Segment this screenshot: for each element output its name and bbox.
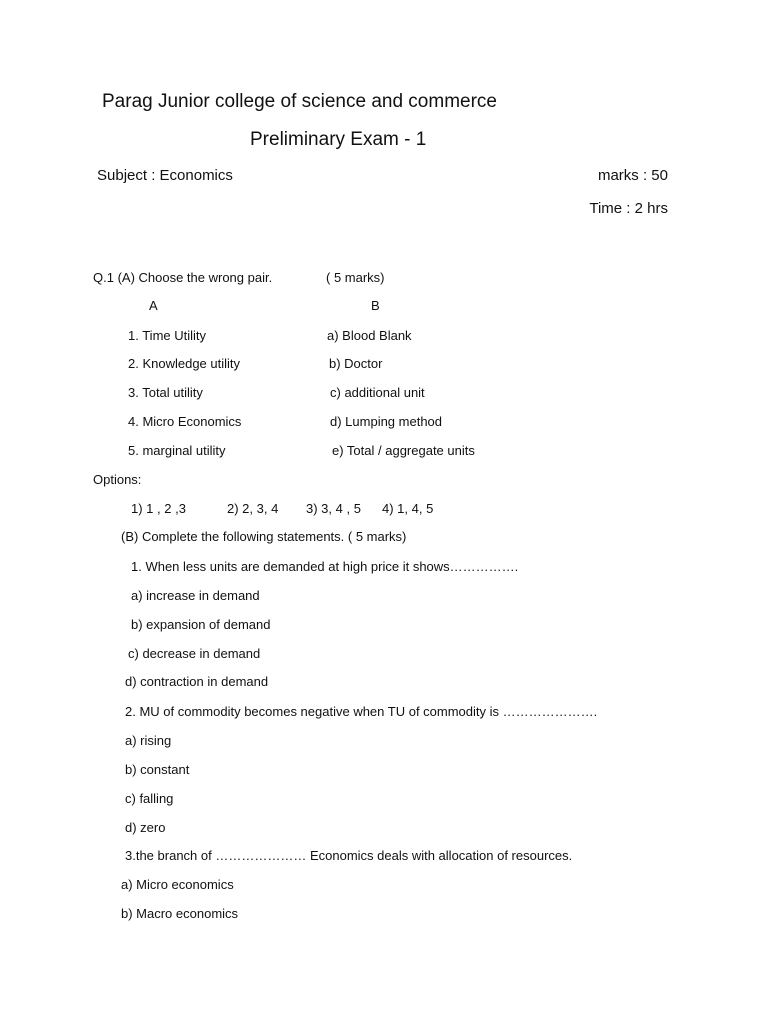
marks-label: marks : 50 [597, 167, 668, 184]
pair-right: a) Blood Blank [327, 328, 412, 343]
options-label: Options: [93, 472, 142, 487]
statement-choice: a) increase in demand [131, 588, 260, 603]
statement-choice: c) falling [125, 791, 174, 806]
pair-left: 2. Knowledge utility [128, 356, 241, 371]
pair-right: d) Lumping method [330, 414, 443, 429]
statement: 1. When less units are demanded at high price it shows……………. [131, 559, 519, 574]
column-a-header: A [149, 298, 158, 313]
pair-left: 1. Time Utility [128, 328, 207, 343]
subject-label: Subject : Economics [97, 167, 233, 184]
statement: 2. MU of commodity becomes negative when TU of commodity is …………………. [125, 704, 598, 719]
column-b-header: B [371, 298, 380, 313]
statement-choice: a) rising [125, 733, 172, 748]
statement-choice: d) contraction in demand [125, 674, 269, 689]
statement-choice: c) decrease in demand [128, 646, 261, 661]
statement-choice: b) Macro economics [121, 906, 239, 921]
option-item: 4) 1, 4, 5 [382, 501, 434, 516]
exam-title: Preliminary Exam - 1 [250, 129, 427, 150]
option-item: 3) 3, 4 , 5 [306, 501, 361, 516]
pair-left: 4. Micro Economics [128, 414, 242, 429]
pair-left: 5. marginal utility [128, 443, 226, 458]
q1b-heading: (B) Complete the following statements. ( 5 marks) [121, 529, 407, 544]
pair-right: e) Total / aggregate units [332, 443, 475, 458]
statement-choice: b) expansion of demand [131, 617, 271, 632]
pair-right: c) additional unit [330, 385, 425, 400]
college-title: Parag Junior college of science and commerce [102, 91, 497, 112]
option-item: 2) 2, 3, 4 [227, 501, 279, 516]
statement-choice: a) Micro economics [121, 877, 234, 892]
statement-choice: b) constant [125, 762, 190, 777]
pair-right: b) Doctor [329, 356, 383, 371]
statement: 3.the branch of ………………… Economics deals with allocation of resources. [125, 848, 573, 863]
pair-left: 3. Total utility [128, 385, 203, 400]
time-label: Time : 2 hrs [589, 200, 668, 217]
option-item: 1) 1 , 2 ,3 [131, 501, 186, 516]
statement-choice: d) zero [125, 820, 166, 835]
q1a-marks: ( 5 marks) [326, 270, 385, 285]
q1a-heading: Q.1 (A) Choose the wrong pair. [93, 270, 273, 285]
